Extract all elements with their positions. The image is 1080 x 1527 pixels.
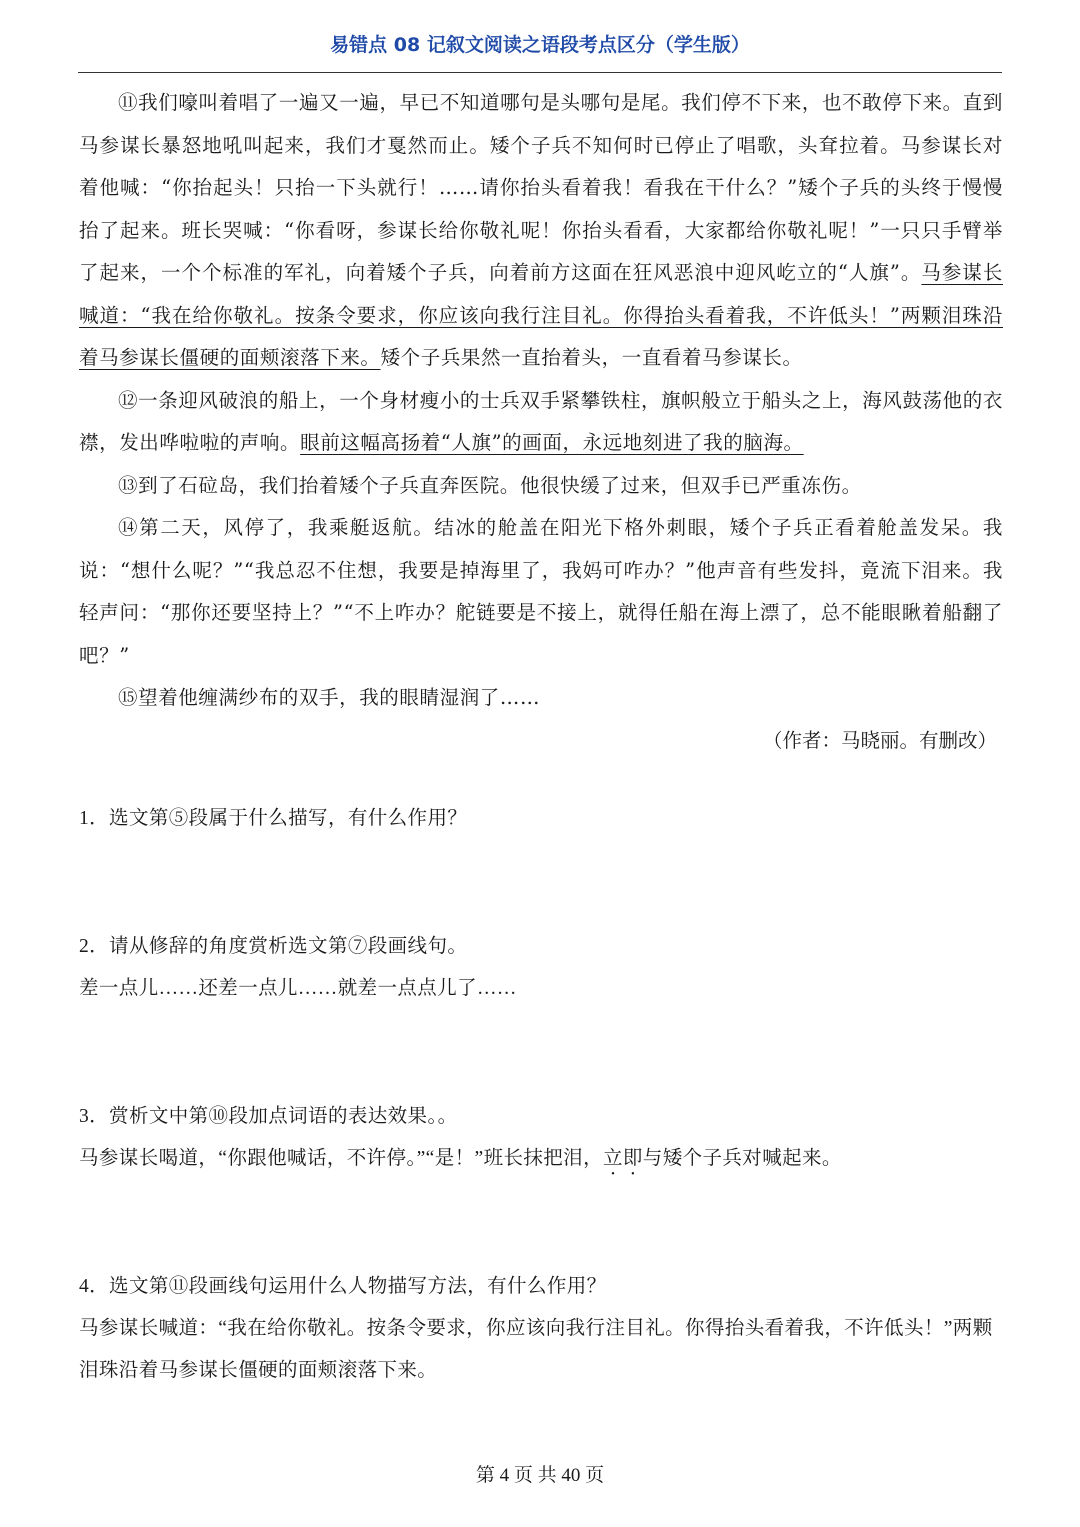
paragraph-12-text: ⑫一条迎风破浪的船上，一个身材瘦小的士兵双手紧攀铁柱，旗帜般立于船头之上，海风鼓荡他的衣襟，发出哗啦啦的声响。 [79, 388, 1003, 454]
question-3-dotted-word: 立即 [602, 1148, 643, 1169]
question-3 [79, 1096, 1003, 1180]
question-4-prompt: 4．选文第⑪段画线句运用什么人物描写方法，有什么作用？ [79, 1276, 607, 1297]
paragraph-14: ⑭第二天，风停了，我乘艇返航。结冰的舱盖在阳光下格外刺眼，矮个子兵正看着舱盖发呆。我说：“想什么呢？”“我总忍不住想，我要是掉海里了，我妈可咋办？”他声音有些发抖，竟流下泪来。我轻声问：“那你还要坚持上？”“不上咋办？舵链要是不接上，就得任船在海上漂了，总不能眼瞅着船翻了吧？” [79, 516, 1003, 667]
question-3-prompt: 3．赏析文中第⑩段加点词语的表达效果。。 [79, 1106, 458, 1127]
paragraph-11-underlined: 马参谋长喊道：“我在给你敬礼。按条令要求，你应该向我行注目礼。你得抬头看着我，不许低头！”两颗泪珠沿着马参谋长僵硬的面颊滚落下来。 [79, 261, 1004, 369]
question-3-quote-end: 与矮个子兵对喊起来。 [642, 1148, 842, 1169]
header-divider [78, 72, 1002, 73]
paragraph-12-underlined: 眼前这幅高扬着“人旗”的画面，永远地刻进了我的脑海。 [300, 431, 804, 454]
paragraph-11-text: ⑪我们嚎叫着唱了一遍又一遍，早已不知道哪句是头哪句是尾。我们停不下来，也不敢停下来。直到马参谋长暴怒地吼叫起来，我们才戛然而止。矮个子兵不知何时已停止了唱歌，头耷拉着。马参谋长对着他喊：“你抬起头！只抬一下头就行！……请你抬头看着我！看我在干什么？”矮个子兵的头终于慢慢抬了起来。班长哭喊：“你看呀，参谋长给你敬礼呢！你抬头看看，大家都给你敬礼呢！”一只只手臂举了起来，一个个标准的军礼，向着矮个子兵，向着前方这面在狂风恶浪中迎风屹立的“人旗”。 [79, 91, 1003, 284]
paragraph-15: ⑮望着他缠满纱布的双手，我的眼睛湿润了…… [118, 686, 541, 709]
question-2-prompt: 2．请从修辞的角度赏析选文第⑦段画线句。 [79, 936, 468, 957]
page-header-title: 易错点 08 记叙文阅读之语段考点区分（学生版） [330, 34, 750, 56]
author-credit: （作者：马晓丽。有删改） [762, 728, 997, 752]
question-1-prompt: 1．选文第⑤段属于什么描写，有什么作用？ [79, 808, 468, 829]
question-4 [79, 1266, 1003, 1392]
paragraph-12 [79, 380, 1003, 465]
question-2-quote: 差一点儿……还差一点儿……就差一点点儿了…… [79, 978, 517, 999]
question-1 [79, 798, 1003, 840]
question-4-quote: 马参谋长喊道：“我在给你敬礼。按条令要求，你应该向我行注目礼。你得抬头看着我，不许低头！”两颗泪珠沿着马参谋长僵硬的面颊滚落下来。 [79, 1318, 993, 1381]
page-number: 第 4 页 共 40 页 [475, 1465, 605, 1486]
paragraph-11 [79, 82, 1003, 380]
paragraph-11-text-end: 矮个子兵果然一直抬着头，一直看着马参谋长。 [380, 346, 803, 369]
question-3-quote-text: 马参谋长喝道，“你跟他喊话，不许停。”“是！”班长抹把泪， [79, 1148, 603, 1169]
question-2 [79, 926, 1003, 1010]
passage [79, 82, 1003, 762]
paragraph-13: ⑬到了石砬岛，我们抬着矮个子兵直奔医院。他很快缓了过来，但双手已严重冻伤。 [118, 473, 862, 497]
question-3-quote [79, 1138, 1003, 1180]
